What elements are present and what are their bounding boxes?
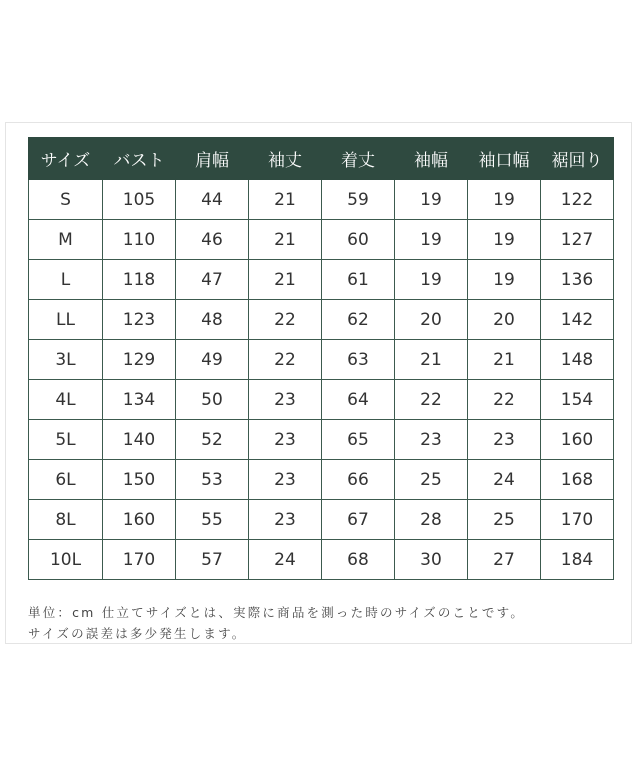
cell-cuff-width: 19 <box>468 180 541 220</box>
cell-body-length: 67 <box>322 500 395 540</box>
table-row <box>29 260 614 300</box>
cell-shoulder-width: 53 <box>176 460 249 500</box>
table-row <box>29 460 614 500</box>
cell-cuff-width: 25 <box>468 500 541 540</box>
table-row <box>29 340 614 380</box>
cell-cuff-width: 19 <box>468 220 541 260</box>
cell-hem-circumference: 154 <box>541 380 614 420</box>
cell-hem-circumference: 184 <box>541 540 614 580</box>
table-body <box>29 180 614 580</box>
cell-hem-circumference: 170 <box>541 500 614 540</box>
cell-bust: 140 <box>103 420 176 460</box>
cell-size: LL <box>29 300 103 340</box>
cell-shoulder-width: 55 <box>176 500 249 540</box>
cell-size: 3L <box>29 340 103 380</box>
cell-sleeve-width: 28 <box>395 500 468 540</box>
cell-bust: 134 <box>103 380 176 420</box>
cell-sleeve-length: 22 <box>249 300 322 340</box>
cell-cuff-width: 27 <box>468 540 541 580</box>
cell-body-length: 60 <box>322 220 395 260</box>
header-hem-circumference: 裾回り <box>541 138 614 180</box>
table-row <box>29 540 614 580</box>
cell-sleeve-width: 19 <box>395 220 468 260</box>
cell-body-length: 68 <box>322 540 395 580</box>
table-row <box>29 420 614 460</box>
cell-hem-circumference: 168 <box>541 460 614 500</box>
cell-size: M <box>29 220 103 260</box>
cell-body-length: 64 <box>322 380 395 420</box>
cell-cuff-width: 24 <box>468 460 541 500</box>
cell-bust: 105 <box>103 180 176 220</box>
header-sleeve-width: 袖幅 <box>395 138 468 180</box>
cell-body-length: 62 <box>322 300 395 340</box>
header-body-length: 着丈 <box>322 138 395 180</box>
cell-sleeve-length: 23 <box>249 460 322 500</box>
cell-sleeve-length: 21 <box>249 220 322 260</box>
cell-shoulder-width: 49 <box>176 340 249 380</box>
cell-shoulder-width: 44 <box>176 180 249 220</box>
cell-bust: 160 <box>103 500 176 540</box>
cell-size: 10L <box>29 540 103 580</box>
note-line-1: 単位：cm 仕立てサイズとは、実際に商品を測った時のサイズのことです。 <box>28 605 526 620</box>
cell-size: S <box>29 180 103 220</box>
cell-hem-circumference: 148 <box>541 340 614 380</box>
cell-sleeve-length: 23 <box>249 500 322 540</box>
cell-size: L <box>29 260 103 300</box>
note-line-2: サイズの誤差は多少発生します。 <box>28 626 247 641</box>
cell-cuff-width: 23 <box>468 420 541 460</box>
cell-bust: 110 <box>103 220 176 260</box>
cell-sleeve-width: 19 <box>395 260 468 300</box>
cell-sleeve-length: 24 <box>249 540 322 580</box>
cell-sleeve-length: 21 <box>249 260 322 300</box>
header-cuff-width: 袖口幅 <box>468 138 541 180</box>
cell-shoulder-width: 46 <box>176 220 249 260</box>
cell-hem-circumference: 136 <box>541 260 614 300</box>
table-row <box>29 500 614 540</box>
cell-body-length: 61 <box>322 260 395 300</box>
cell-sleeve-length: 23 <box>249 380 322 420</box>
cell-sleeve-width: 25 <box>395 460 468 500</box>
cell-shoulder-width: 48 <box>176 300 249 340</box>
cell-hem-circumference: 127 <box>541 220 614 260</box>
cell-body-length: 59 <box>322 180 395 220</box>
cell-bust: 118 <box>103 260 176 300</box>
cell-sleeve-width: 21 <box>395 340 468 380</box>
cell-cuff-width: 20 <box>468 300 541 340</box>
size-note <box>28 602 525 644</box>
cell-body-length: 66 <box>322 460 395 500</box>
cell-sleeve-width: 22 <box>395 380 468 420</box>
cell-bust: 150 <box>103 460 176 500</box>
cell-size: 6L <box>29 460 103 500</box>
table-row <box>29 180 614 220</box>
cell-sleeve-width: 23 <box>395 420 468 460</box>
cell-sleeve-width: 19 <box>395 180 468 220</box>
table-row <box>29 220 614 260</box>
cell-shoulder-width: 50 <box>176 380 249 420</box>
cell-sleeve-length: 22 <box>249 340 322 380</box>
cell-cuff-width: 19 <box>468 260 541 300</box>
cell-cuff-width: 22 <box>468 380 541 420</box>
table-row <box>29 380 614 420</box>
header-sleeve-length: 袖丈 <box>249 138 322 180</box>
cell-cuff-width: 21 <box>468 340 541 380</box>
header-bust: バスト <box>103 138 176 180</box>
header-shoulder-width: 肩幅 <box>176 138 249 180</box>
cell-bust: 170 <box>103 540 176 580</box>
cell-hem-circumference: 160 <box>541 420 614 460</box>
cell-hem-circumference: 122 <box>541 180 614 220</box>
cell-hem-circumference: 142 <box>541 300 614 340</box>
cell-sleeve-length: 23 <box>249 420 322 460</box>
cell-shoulder-width: 57 <box>176 540 249 580</box>
cell-bust: 123 <box>103 300 176 340</box>
cell-sleeve-width: 30 <box>395 540 468 580</box>
size-chart-table <box>28 137 614 580</box>
cell-sleeve-width: 20 <box>395 300 468 340</box>
cell-body-length: 65 <box>322 420 395 460</box>
header-size: サイズ <box>29 138 103 180</box>
table-row <box>29 300 614 340</box>
cell-shoulder-width: 47 <box>176 260 249 300</box>
cell-size: 4L <box>29 380 103 420</box>
cell-shoulder-width: 52 <box>176 420 249 460</box>
cell-size: 5L <box>29 420 103 460</box>
cell-size: 8L <box>29 500 103 540</box>
cell-body-length: 63 <box>322 340 395 380</box>
cell-sleeve-length: 21 <box>249 180 322 220</box>
cell-bust: 129 <box>103 340 176 380</box>
table-header-row <box>29 138 614 180</box>
